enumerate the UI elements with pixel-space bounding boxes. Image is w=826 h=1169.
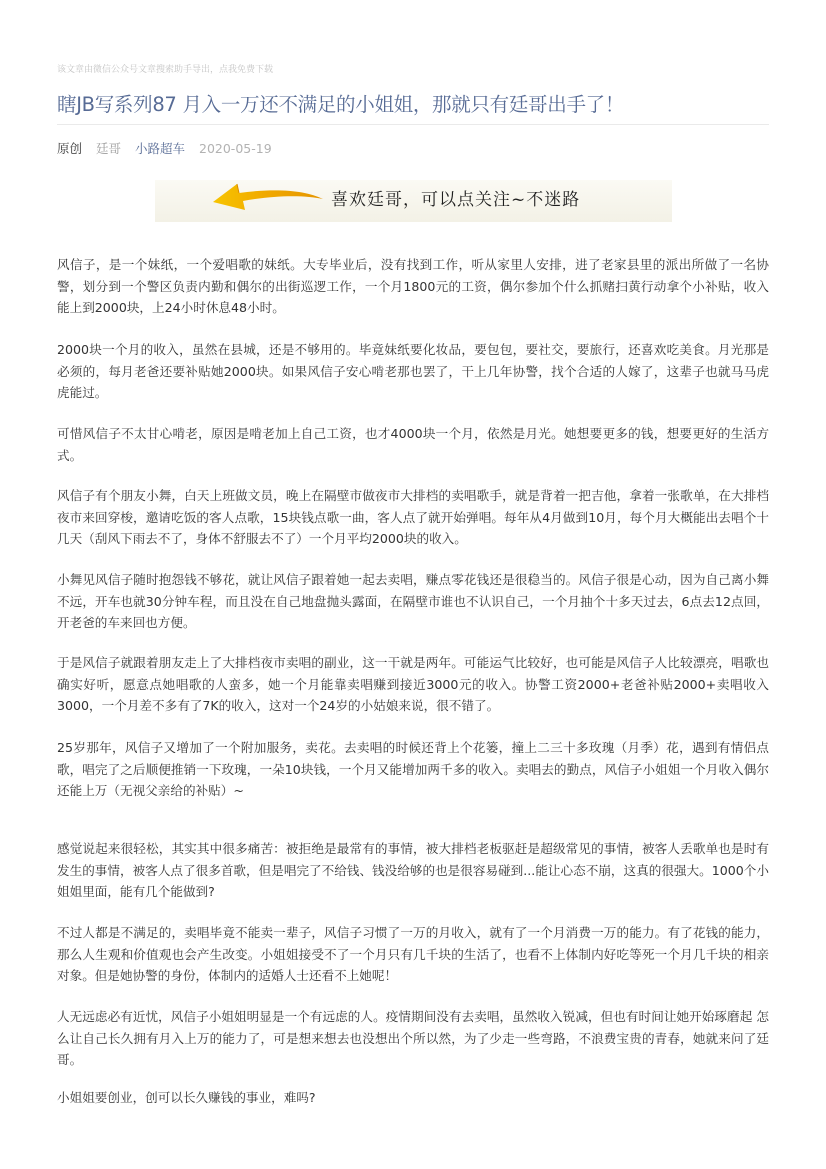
- author-name: 廷哥: [96, 141, 122, 156]
- paragraph-5: 小舞见风信子随时抱怨钱不够花，就让风信子跟着她一起去卖唱，赚点零花钱还是很稳当的。风信子很是心动，因为自己离小舞不远，开车也就30分钟车程，而且没在自己地盘抛头露面，在隔壁市谁也不认识自己，一个月抽个十多天过去，6点去12点回，开老爸的车来回也方便。: [57, 572, 769, 630]
- paragraph-11: 小姐姐要创业，创可以长久赚钱的事业，难吗?: [57, 1090, 316, 1105]
- export-notice-link[interactable]: 该文章由微信公众号文章搜索助手导出，点我免费下载: [57, 65, 274, 75]
- paragraph-10: 人无远虑必有近忧，风信子小姐姐明显是一个有远虑的人。疫情期间没有去卖唱，虽然收入锐减，但也有时间让她开始琢磨起 怎么让自己长久拥有月入上万的能力了，可是想来想去也没想出个所以然，为了少走一些弯路，不浪费宝贵的青春，她就来问了廷哥。: [57, 1009, 769, 1067]
- paragraph-3: 可惜风信子不太甘心啃老，原因是啃老加上自己工资，也才4000块一个月，依然是月光。她想要更多的钱，想要更好的生活方式。: [57, 426, 769, 463]
- banner-text: 喜欢廷哥，可以点关注~不迷路: [331, 190, 581, 210]
- original-label: 原创: [57, 141, 83, 156]
- paragraph-2: 2000块一个月的收入，虽然在县城，还是不够用的。毕竟妹纸要化妆品，要包包，要社交，要旅行，还喜欢吃美食。月光那是必须的，每月老爸还要补贴她2000块。如果风信子安心啃老那也罢了，干上几年协警，找个合适的人嫁了，这辈子也就马马虎虎能过。: [57, 342, 769, 400]
- follow-banner-image: [155, 180, 672, 222]
- article-title: 瞎JB写系列87 月入一万还不满足的小姐姐，那就只有廷哥出手了！: [57, 93, 625, 116]
- paragraph-1: 风信子，是一个妹纸，一个爱唱歌的妹纸。大专毕业后，没有找到工作，听从家里人安排，进了老家县里的派出所做了一名协警，划分到一个警区负责内勤和偶尔的出街巡逻工作，一个月1800元的工资，偶尔参加个什么抓赌扫黄行动拿个小补贴，收入能上到2000块，上24小时休息48小时。: [57, 257, 769, 315]
- paragraph-8: 感觉说起来很轻松，其实其中很多痛苦：被拒绝是最常有的事情，被大排档老板驱赶是超级常见的事情，被客人丢歌单也是时有发生的事情，被客人点了很多首歌，但是唱完了不给钱、钱没给够的也是很容易碰到...能让心态不崩，这真的很强大。1000个小姐姐里面，能有几个能做到?: [57, 841, 769, 899]
- paragraph-4: 风信子有个朋友小舞，白天上班做文员，晚上在隔壁市做夜市大排档的卖唱歌手，就是背着一把吉他，拿着一张歌单，在大排档夜市来回穿梭，邀请吃饭的客人点歌，15块钱点歌一曲，客人点了就开始弹唱。每年从4月做到10月，每个月大概能出去唱个十几天（刮风下雨去不了，身体不舒服去不了）一个月平均2000块的收入。: [57, 488, 769, 546]
- article-meta: [57, 140, 272, 158]
- paragraph-9: 不过人都是不满足的，卖唱毕竟不能卖一辈子，风信子习惯了一万的月收入，就有了一个月消费一万的能力。有了花钱的能力，那么人生观和价值观也会产生改变。小姐姐接受不了一个月只有几千块的生活了，也看不上体制内好吃等死一个月几千块的相亲对象。但是她协警的身份，体制内的适婚人士还看不上她呢！: [57, 925, 769, 983]
- account-name-link[interactable]: 小路超车: [135, 141, 186, 156]
- publish-date: 2020-05-19: [199, 141, 272, 156]
- paragraph-6: 于是风信子就跟着朋友走上了大排档夜市卖唱的副业，这一干就是两年。可能运气比较好，也可能是风信子人比较漂亮，唱歌也确实好听，愿意点她唱歌的人蛮多，她一个月能靠卖唱赚到接近3000元的收入。协警工资2000+老爸补贴2000+卖唱收入3000，一个月差不多有了7K的收入，这对一个24岁的小姑娘来说，很不错了。: [57, 655, 769, 713]
- title-divider: [57, 124, 769, 125]
- paragraph-7: 25岁那年，风信子又增加了一个附加服务，卖花。去卖唱的时候还背上个花篓，撞上二三十多玫瑰（月季）花，遇到有情侣点歌，唱完了之后顺便推销一下玫瑰，一朵10块钱，一个月又能增加两千多的收入。卖唱去的勤点，风信子小姐姐一个月收入偶尔还能上万（无视父亲给的补贴）~: [57, 740, 769, 798]
